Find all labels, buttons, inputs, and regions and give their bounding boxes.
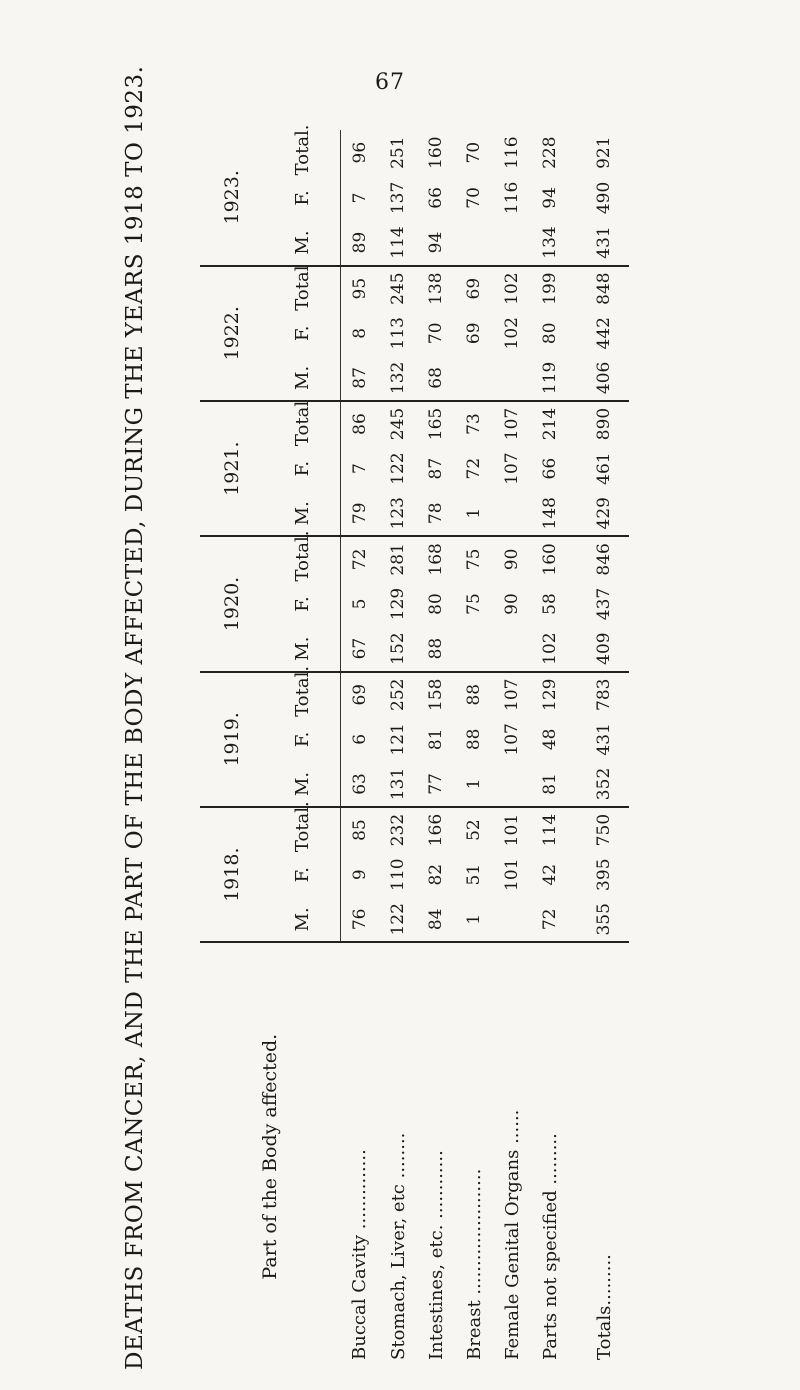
row-label: Stomach, Liver, etc ........ [379,942,417,1370]
sub-header: F. [264,852,341,897]
value-cell [493,897,531,942]
sub-header: Total. [264,672,341,717]
value-cell: 78 [417,491,455,536]
value-cell: 70 [464,187,484,209]
value-cell: 245 [388,272,408,305]
value-cell: 131 [379,762,417,807]
value-cell: 214 [540,407,560,441]
value-cell: 107 [502,723,522,756]
value-cell: 166 [426,813,446,847]
value-cell: 63 [341,762,380,807]
value-cell: 79 [341,491,380,536]
sub-header: Total. [264,807,341,852]
year-header: 1921. [200,401,264,536]
table-container [200,124,629,1370]
value-cell: 102 [502,272,522,305]
value-cell: 101 [502,858,522,891]
value-cell: 251 [388,136,408,169]
value-cell: 490 [594,181,614,215]
table-row [493,130,531,1370]
value-cell: 82 [426,863,446,886]
value-cell: 122 [379,897,417,942]
value-cell: 1 [455,897,493,942]
value-cell: 87 [341,356,380,401]
value-cell [493,762,531,807]
table-row [379,130,417,1370]
sub-header: Total [264,266,341,311]
value-cell: 437 [594,587,614,621]
value-cell: 88 [417,627,455,672]
sub-header: F. [264,446,341,491]
sub-header: M. [264,627,341,672]
value-cell: 73 [464,413,484,435]
value-cell: 152 [379,627,417,672]
value-cell: 81 [426,728,446,751]
value-cell: 395 [594,858,614,891]
value-cell [455,220,493,265]
value-cell: 80 [426,593,446,615]
value-cell: 90 [502,593,522,615]
value-cell: 232 [388,813,408,847]
value-cell: 66 [540,457,560,480]
value-cell: 129 [388,587,408,621]
value-cell: 123 [379,491,417,536]
value-cell: 88 [464,683,484,706]
year-header: 1922. [200,266,264,401]
year-header-row [200,130,264,1370]
value-cell: 138 [426,272,446,305]
value-cell [493,627,531,672]
year-header: 1923. [200,130,264,266]
value-cell: 84 [417,897,455,942]
value-cell: 113 [388,317,408,350]
row-label: Female Genital Organs ...... [493,942,531,1370]
sub-header: M. [264,356,341,401]
value-cell: 7 [350,192,370,204]
value-cell: 132 [379,356,417,401]
value-cell: 75 [464,593,484,615]
value-cell: 8 [350,327,370,339]
value-cell: 110 [388,858,408,891]
value-cell: 890 [594,407,614,441]
table-row [455,130,493,1370]
value-cell: 88 [464,728,484,751]
value-cell: 94 [417,220,455,265]
totals-row [569,130,629,1370]
value-cell: 137 [388,181,408,215]
table-row [531,130,569,1370]
sub-header: M. [264,220,341,265]
value-cell: 5 [350,598,370,610]
row-label: Breast ...................... [455,942,493,1370]
rotated-table-sheet [110,65,680,1370]
value-cell: 72 [350,548,370,571]
value-cell [493,356,531,401]
value-cell: 80 [540,322,560,345]
value-cell: 58 [540,593,560,615]
value-cell: 42 [540,863,560,886]
table-row [417,130,455,1370]
value-cell: 70 [464,141,484,164]
value-cell: 114 [540,813,560,847]
value-cell: 48 [540,728,560,751]
value-cell: 129 [540,678,560,711]
value-cell: 67 [341,627,380,672]
value-cell: 245 [388,407,408,441]
value-cell: 158 [426,678,446,711]
value-cell: 77 [417,762,455,807]
value-cell: 848 [594,272,614,305]
table-body [341,130,630,1370]
page-number: 67 [375,70,405,95]
value-cell: 442 [594,317,614,350]
row-label: Totals......... [569,942,629,1370]
value-cell: 95 [350,277,370,300]
value-cell: 69 [464,277,484,300]
sub-header: F. [264,311,341,356]
value-cell: 96 [350,141,370,164]
value-cell: 107 [502,407,522,441]
value-cell: 68 [417,356,455,401]
value-cell: 114 [379,220,417,265]
row-label: Intestines, etc. ............ [417,942,455,1370]
value-cell: 252 [388,678,408,711]
sub-header: F. [264,581,341,626]
value-cell: 119 [531,356,569,401]
value-cell: 86 [350,413,370,435]
value-cell [455,356,493,401]
value-cell: 846 [594,543,614,576]
value-cell: 281 [388,543,408,576]
value-cell: 107 [502,678,522,711]
value-cell: 87 [426,457,446,480]
value-cell: 9 [350,869,370,881]
value-cell: 116 [502,136,522,169]
sub-header: M. [264,491,341,536]
value-cell [455,627,493,672]
value-cell: 750 [594,813,614,847]
value-cell: 66 [426,187,446,209]
value-cell: 165 [426,407,446,441]
table-row [341,130,380,1370]
sub-header: F. [264,717,341,762]
value-cell: 94 [540,187,560,209]
value-cell: 1 [455,762,493,807]
value-cell: 69 [350,683,370,706]
table-title: DEATHS FROM CANCER, AND THE PART OF THE BODY AFFECTED, DURING THE YEARS 1918 TO 1923. [122,65,148,1370]
value-cell: 51 [464,863,484,886]
year-header: 1918. [200,807,264,942]
value-cell: 431 [569,220,629,265]
value-cell: 70 [426,322,446,345]
value-cell: 72 [531,897,569,942]
value-cell: 228 [540,136,560,169]
value-cell: 102 [531,627,569,672]
value-cell: 76 [341,897,380,942]
value-cell: 355 [569,897,629,942]
sub-header: Total. [264,536,341,581]
value-cell: 461 [594,452,614,485]
value-cell: 148 [531,491,569,536]
value-cell [493,220,531,265]
sub-header: Total. [264,130,341,175]
value-cell: 6 [350,733,370,745]
value-cell: 69 [464,322,484,345]
value-cell [493,491,531,536]
sub-header: M. [264,762,341,807]
year-header: 1920. [200,536,264,671]
year-header: 1919. [200,672,264,807]
value-cell: 75 [464,548,484,571]
value-cell: 168 [426,543,446,576]
value-cell: 121 [388,723,408,756]
value-cell: 160 [540,543,560,576]
value-cell: 134 [531,220,569,265]
value-cell: 921 [594,136,614,169]
value-cell: 783 [594,678,614,711]
sub-header: M. [264,897,341,942]
corner-label: Part of the Body affected. [200,942,341,1370]
value-cell: 199 [540,272,560,305]
value-cell: 406 [569,356,629,401]
value-cell: 352 [569,762,629,807]
value-cell: 429 [569,491,629,536]
sub-header: Total [264,401,341,446]
cancer-deaths-table [200,124,629,1370]
value-cell: 409 [569,627,629,672]
value-cell: 85 [350,819,370,841]
value-cell: 90 [502,548,522,571]
value-cell: 116 [502,181,522,215]
value-cell: 81 [531,762,569,807]
value-cell: 160 [426,136,446,169]
sub-header: F. [264,175,341,220]
value-cell: 72 [464,457,484,480]
value-cell: 52 [464,819,484,841]
value-cell: 102 [502,317,522,350]
value-cell: 101 [502,813,522,847]
row-label: Parts not specified ......... [531,942,569,1370]
value-cell: 431 [594,723,614,756]
value-cell: 107 [502,452,522,485]
value-cell: 7 [350,463,370,475]
value-cell: 1 [455,491,493,536]
value-cell: 89 [341,220,380,265]
row-label: Buccal Cavity .............. [341,942,380,1370]
value-cell: 122 [388,452,408,485]
